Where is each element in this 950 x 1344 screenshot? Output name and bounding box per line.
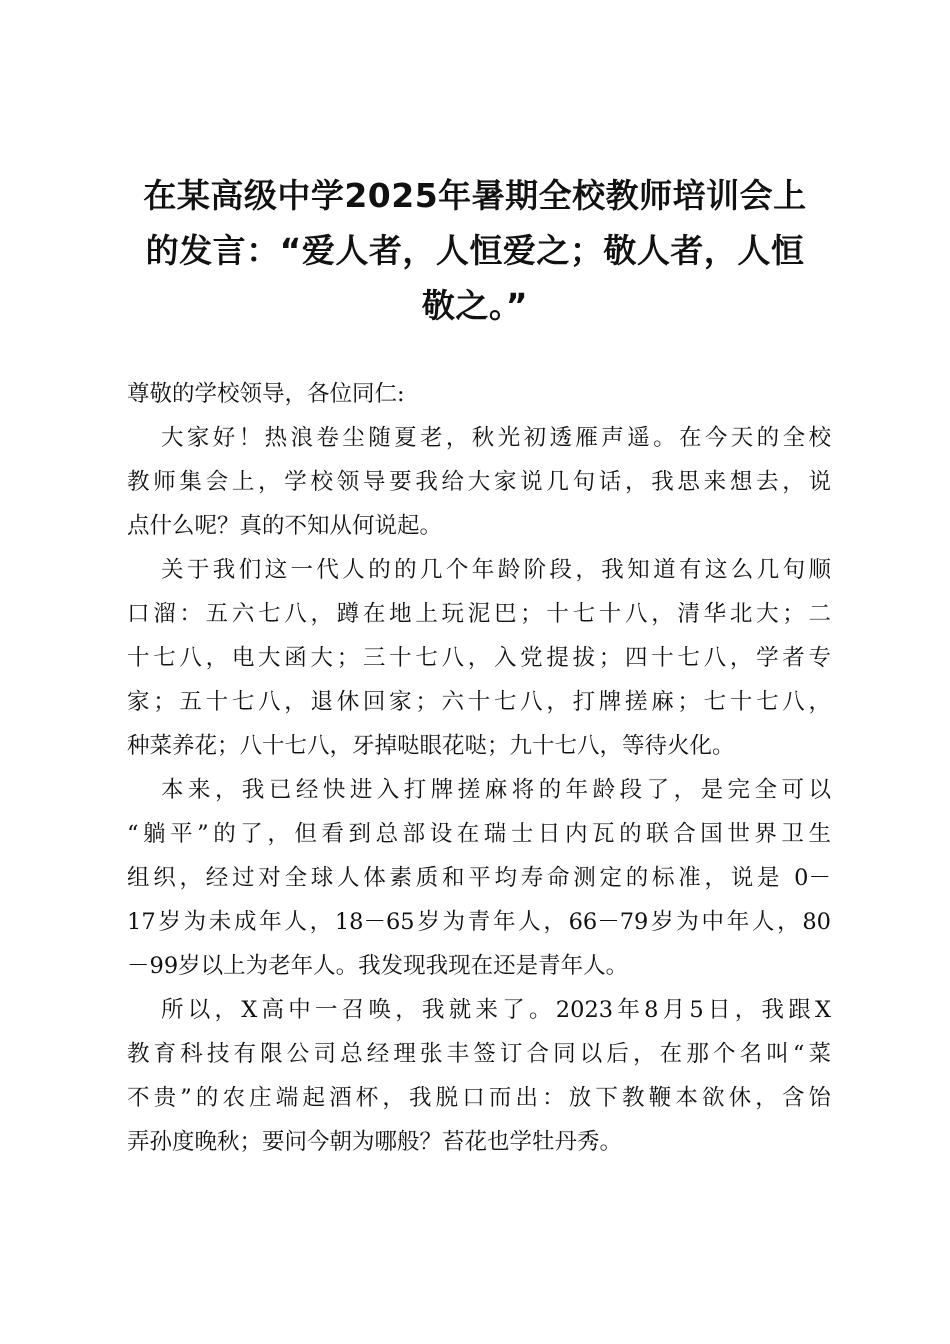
paragraph-age-stages [127,548,831,768]
paragraph-line: 大家好！热浪卷尘随夏老，秋光初透雁声遥。在今天的全校 [161,425,831,451]
paragraph-line: 17岁为未成年人，18－65岁为青年人，66－79岁为中年人，80 [127,909,831,935]
paragraph-line: 点什么呢？真的不知从何说起。 [127,513,443,539]
paragraph-line: 教育科技有限公司总经理张丰签订合同以后，在那个名叫“菜 [127,1041,831,1067]
paragraph-line: “躺平”的了，但看到总部设在瑞士日内瓦的联合国世界卫生 [127,821,831,847]
title-line: 敬之。” [421,286,529,325]
title-line: 在某高级中学2025年暑期全校教师培训会上 [143,176,807,215]
document-body [127,372,831,1164]
title-line: 的发言：“爱人者，人恒爱之；敬人者，人恒 [145,231,805,270]
paragraph-contract [127,988,831,1164]
paragraph-line: －99岁以上为老年人。我发现我现在还是青年人。 [127,953,629,979]
paragraph-line: 十七八，电大函大；三十七八，入党提拔；四十七八，学者专 [127,645,831,671]
paragraph-line: 种菜养花；八十七八，牙掉哒眼花哒；九十七八，等待火化。 [127,733,735,759]
paragraph-line: 组织，经过对全球人体素质和平均寿命测定的标准，说是 0－ [127,865,831,891]
paragraph-line: 本来，我已经快进入打牌搓麻将的年龄段了，是完全可以 [161,777,831,803]
paragraph-line: 家；五十七八，退休回家；六十七八，打牌搓麻；七十七八， [127,689,831,715]
paragraph-line: 不贵”的农庄端起酒杯，我脱口而出：放下教鞭本欲休，含饴 [127,1085,831,1111]
paragraph-line: 口溜：五六七八，蹲在地上玩泥巴；十七十八，清华北大；二 [127,601,831,627]
paragraph-line: 关于我们这一代人的的几个年龄阶段，我知道有这么几句顺 [161,557,831,583]
paragraph-line: 所以，X高中一召唤，我就来了。2023年8月5日，我跟X [161,997,831,1023]
salutation: 尊敬的学校领导，各位同仁: [127,381,405,407]
paragraph-greeting [127,416,831,548]
document-title [120,168,830,333]
paragraph-line: 教师集会上，学校领导要我给大家说几句话，我思来想去，说 [127,469,831,495]
paragraph-who-standard [127,768,831,988]
paragraph-line: 弄孙度晚秋；要问今朝为哪般？苔花也学牡丹秀。 [127,1129,623,1155]
